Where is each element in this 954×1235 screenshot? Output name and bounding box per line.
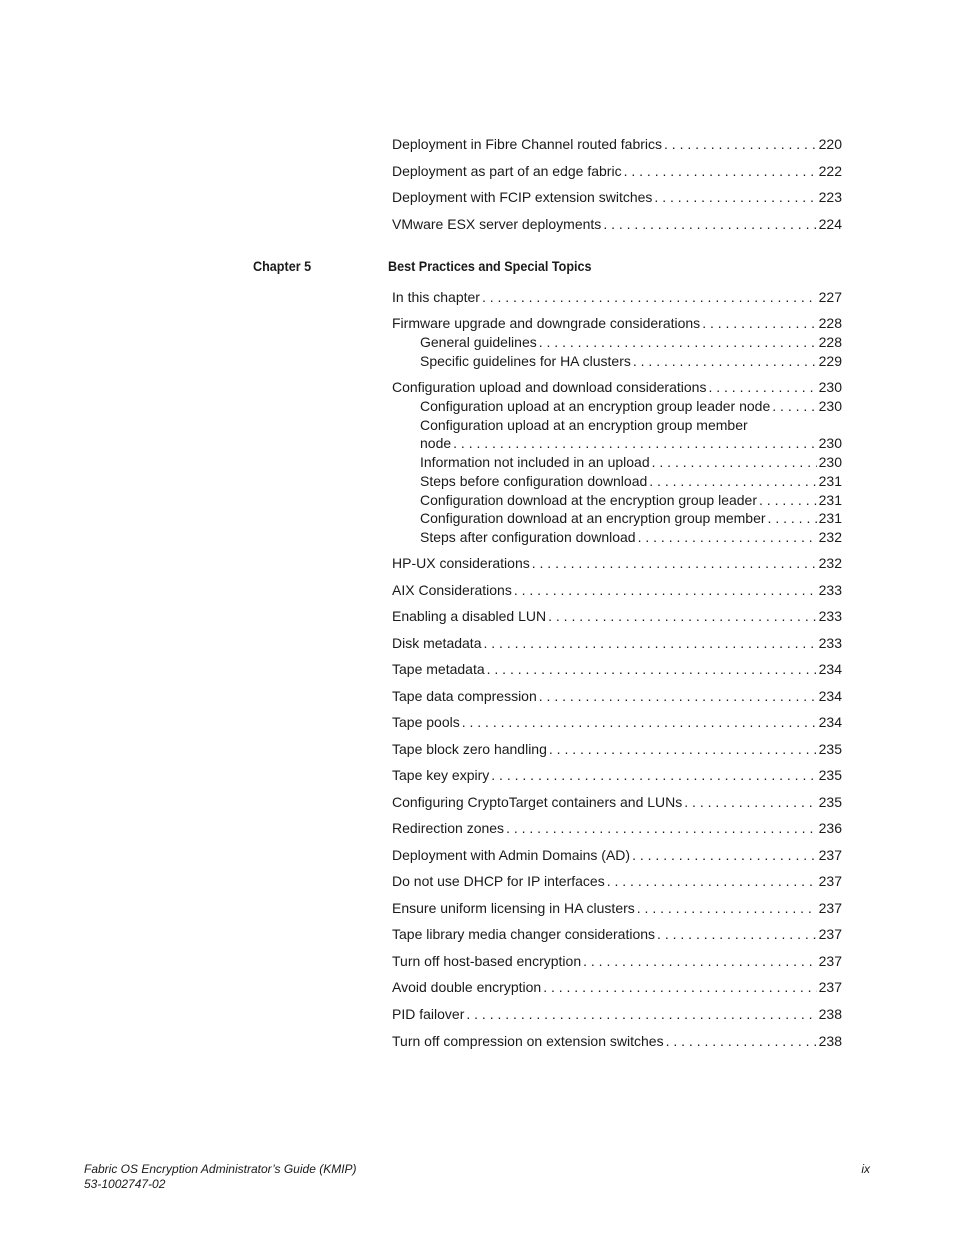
toc-entry-page: 237 bbox=[818, 900, 842, 916]
toc-entry-title: Redirection zones bbox=[392, 820, 505, 836]
dot-leader bbox=[462, 713, 817, 731]
toc-entry[interactable] bbox=[392, 554, 842, 572]
toc-subentry[interactable] bbox=[420, 453, 842, 471]
toc-entry[interactable] bbox=[392, 766, 842, 784]
toc-entry-page: 237 bbox=[818, 847, 842, 863]
toc-entry-page: 237 bbox=[818, 953, 842, 969]
toc-subentry[interactable] bbox=[420, 333, 842, 351]
toc-entry-page: 232 bbox=[818, 529, 842, 545]
dot-leader bbox=[482, 288, 817, 306]
toc-entry-title: Specific guidelines for HA clusters bbox=[420, 353, 631, 369]
dot-leader bbox=[483, 634, 816, 652]
dot-leader bbox=[702, 314, 816, 332]
dot-leader bbox=[548, 607, 817, 625]
dot-leader bbox=[632, 846, 817, 864]
toc-entry-title: Tape pools bbox=[392, 714, 460, 730]
toc-entry-title: Deployment as part of an edge fabric bbox=[392, 163, 622, 179]
toc-entry-page: 231 bbox=[818, 510, 842, 526]
dot-leader bbox=[603, 215, 816, 233]
toc-entry[interactable] bbox=[392, 740, 842, 758]
toc-entry-page: 231 bbox=[818, 492, 842, 508]
toc-entry-title: HP-UX considerations bbox=[392, 555, 530, 571]
toc-subentry[interactable] bbox=[420, 491, 842, 509]
toc-entry-title: Tape key expiry bbox=[392, 767, 490, 783]
toc-entry-title: Firmware upgrade and downgrade considerations bbox=[392, 315, 701, 331]
toc-entry-page: 223 bbox=[818, 189, 842, 205]
dot-leader bbox=[768, 509, 817, 527]
toc-entry[interactable] bbox=[392, 215, 842, 233]
dot-leader bbox=[487, 660, 817, 678]
toc-entry-page: 234 bbox=[818, 688, 842, 704]
toc-entry[interactable] bbox=[392, 925, 842, 943]
toc-entry-title: Configuration upload and download considerations bbox=[392, 379, 707, 395]
dot-leader bbox=[684, 793, 816, 811]
toc-entry-title: Information not included in an upload bbox=[420, 454, 650, 470]
toc-entry-title: node bbox=[420, 435, 452, 451]
toc-subentry[interactable] bbox=[420, 472, 842, 490]
dot-leader bbox=[759, 491, 817, 509]
toc-entry[interactable] bbox=[392, 660, 842, 678]
page-number: ix bbox=[861, 1162, 870, 1176]
toc-entry-title: Configuring CryptoTarget containers and LUNs bbox=[392, 794, 683, 810]
toc-entry-page: 220 bbox=[818, 136, 842, 152]
toc-subentry[interactable] bbox=[420, 509, 842, 527]
dot-leader bbox=[649, 472, 816, 490]
toc-entry-title: Tape block zero handling bbox=[392, 741, 547, 757]
toc-entry-title: Steps before configuration download bbox=[420, 473, 648, 489]
toc-entry[interactable] bbox=[392, 314, 842, 332]
dot-leader bbox=[466, 1005, 816, 1023]
toc-entry[interactable] bbox=[392, 162, 842, 180]
toc-subentry[interactable] bbox=[420, 352, 842, 370]
dot-leader bbox=[453, 434, 816, 452]
dot-leader bbox=[506, 819, 817, 837]
dot-leader bbox=[549, 740, 817, 758]
toc-entry-title: Configuration upload at an encryption group leader node bbox=[420, 398, 771, 414]
toc-subentry-line[interactable]: Configuration upload at an encryption group member bbox=[420, 417, 748, 433]
toc-entry[interactable] bbox=[392, 581, 842, 599]
toc-entry[interactable] bbox=[392, 793, 842, 811]
toc-entry-title: Configuration download at an encryption group member bbox=[420, 510, 766, 526]
toc-entry[interactable] bbox=[392, 135, 842, 153]
toc-entry[interactable] bbox=[392, 1032, 842, 1050]
toc-entry-page: 230 bbox=[818, 454, 842, 470]
toc-entry-title: Disk metadata bbox=[392, 635, 482, 651]
toc-entry[interactable] bbox=[392, 634, 842, 652]
dot-leader bbox=[772, 397, 816, 415]
dot-leader bbox=[532, 554, 817, 572]
toc-entry-page: 233 bbox=[818, 608, 842, 624]
toc-entry-title: Ensure uniform licensing in HA clusters bbox=[392, 900, 635, 916]
toc-entry[interactable] bbox=[392, 1005, 842, 1023]
toc-entry-page: 229 bbox=[818, 353, 842, 369]
dot-leader bbox=[654, 188, 816, 206]
toc-entry-title: General guidelines bbox=[420, 334, 537, 350]
toc-entry[interactable] bbox=[392, 819, 842, 837]
chapter-label: Chapter 5 bbox=[253, 258, 312, 274]
toc-entry-title: Avoid double encryption bbox=[392, 979, 542, 995]
toc-entry-title: VMware ESX server deployments bbox=[392, 216, 602, 232]
toc-entry-page: 237 bbox=[818, 979, 842, 995]
toc-entry-page: 232 bbox=[818, 555, 842, 571]
toc-entry-page: 235 bbox=[818, 767, 842, 783]
dot-leader bbox=[491, 766, 816, 784]
toc-entry-page: 237 bbox=[818, 926, 842, 942]
toc-entry[interactable] bbox=[392, 607, 842, 625]
dot-leader bbox=[543, 978, 816, 996]
toc-entry-title: PID failover bbox=[392, 1006, 465, 1022]
toc-entry-page: 235 bbox=[818, 794, 842, 810]
toc-entry-title: Configuration download at the encryption group leader bbox=[420, 492, 758, 508]
document-number: 53-1002747-02 bbox=[84, 1177, 166, 1191]
toc-entry-title: Turn off compression on extension switches bbox=[392, 1033, 664, 1049]
toc-entry-page: 222 bbox=[818, 163, 842, 179]
toc-entry-page: 234 bbox=[818, 661, 842, 677]
toc-entry[interactable] bbox=[392, 872, 842, 890]
toc-entry-page: 224 bbox=[818, 216, 842, 232]
toc-entry-title: Steps after configuration download bbox=[420, 529, 636, 545]
dot-leader bbox=[633, 352, 817, 370]
toc-entry-page: 238 bbox=[818, 1033, 842, 1049]
toc-entry-page: 230 bbox=[818, 379, 842, 395]
toc-entry-page: 233 bbox=[818, 582, 842, 598]
toc-entry-title: Enabling a disabled LUN bbox=[392, 608, 547, 624]
dot-leader bbox=[624, 162, 817, 180]
dot-leader bbox=[664, 135, 817, 153]
toc-entry-title: Do not use DHCP for IP interfaces bbox=[392, 873, 605, 889]
dot-leader bbox=[539, 333, 817, 351]
dot-leader bbox=[637, 899, 817, 917]
toc-entry-title: Tape data compression bbox=[392, 688, 537, 704]
toc-entry-page: 236 bbox=[818, 820, 842, 836]
dot-leader bbox=[583, 952, 817, 970]
toc-entry-title: AIX Considerations bbox=[392, 582, 512, 598]
dot-leader bbox=[539, 687, 817, 705]
toc-entry-page: 231 bbox=[818, 473, 842, 489]
toc-entry[interactable] bbox=[392, 378, 842, 396]
toc-entry-title: Tape metadata bbox=[392, 661, 485, 677]
toc-subentry[interactable] bbox=[420, 528, 842, 546]
toc-entry-title: Tape library media changer considerations bbox=[392, 926, 656, 942]
toc-entry-title: Deployment in Fibre Channel routed fabrics bbox=[392, 136, 663, 152]
toc-entry[interactable] bbox=[392, 952, 842, 970]
dot-leader bbox=[652, 453, 817, 471]
dot-leader bbox=[638, 528, 817, 546]
toc-entry-page: 237 bbox=[818, 873, 842, 889]
toc-entry[interactable] bbox=[392, 713, 842, 731]
toc-subentry[interactable] bbox=[420, 397, 842, 415]
document-title: Fabric OS Encryption Administrator’s Guide (KMIP) bbox=[84, 1162, 357, 1176]
dot-leader bbox=[708, 378, 816, 396]
toc-entry-page: 238 bbox=[818, 1006, 842, 1022]
dot-leader bbox=[514, 581, 817, 599]
toc-entry[interactable] bbox=[392, 846, 842, 864]
toc-entry-title: In this chapter bbox=[392, 289, 480, 305]
toc-entry-page: 235 bbox=[818, 741, 842, 757]
toc-entry-page: 230 bbox=[818, 398, 842, 414]
toc-entry-page: 230 bbox=[818, 435, 842, 451]
toc-entry[interactable] bbox=[392, 687, 842, 705]
toc-entry-title: Turn off host-based encryption bbox=[392, 953, 582, 969]
chapter-title[interactable]: Best Practices and Special Topics bbox=[388, 258, 592, 274]
toc-entry[interactable] bbox=[392, 978, 842, 996]
toc-entry-page: 228 bbox=[818, 334, 842, 350]
page-footer bbox=[84, 1162, 357, 1192]
toc-entry[interactable] bbox=[392, 899, 842, 917]
toc-entry-page: 233 bbox=[818, 635, 842, 651]
toc-entry[interactable] bbox=[392, 188, 842, 206]
toc-subentry[interactable] bbox=[420, 434, 842, 452]
dot-leader bbox=[657, 925, 817, 943]
dot-leader bbox=[607, 872, 817, 890]
toc-entry-page: 234 bbox=[818, 714, 842, 730]
dot-leader bbox=[666, 1032, 817, 1050]
toc-entry-page: 227 bbox=[818, 289, 842, 305]
toc-entry-page: 228 bbox=[818, 315, 842, 331]
toc-entry-title: Deployment with Admin Domains (AD) bbox=[392, 847, 631, 863]
toc-entry-title: Deployment with FCIP extension switches bbox=[392, 189, 653, 205]
toc-entry[interactable] bbox=[392, 288, 842, 306]
